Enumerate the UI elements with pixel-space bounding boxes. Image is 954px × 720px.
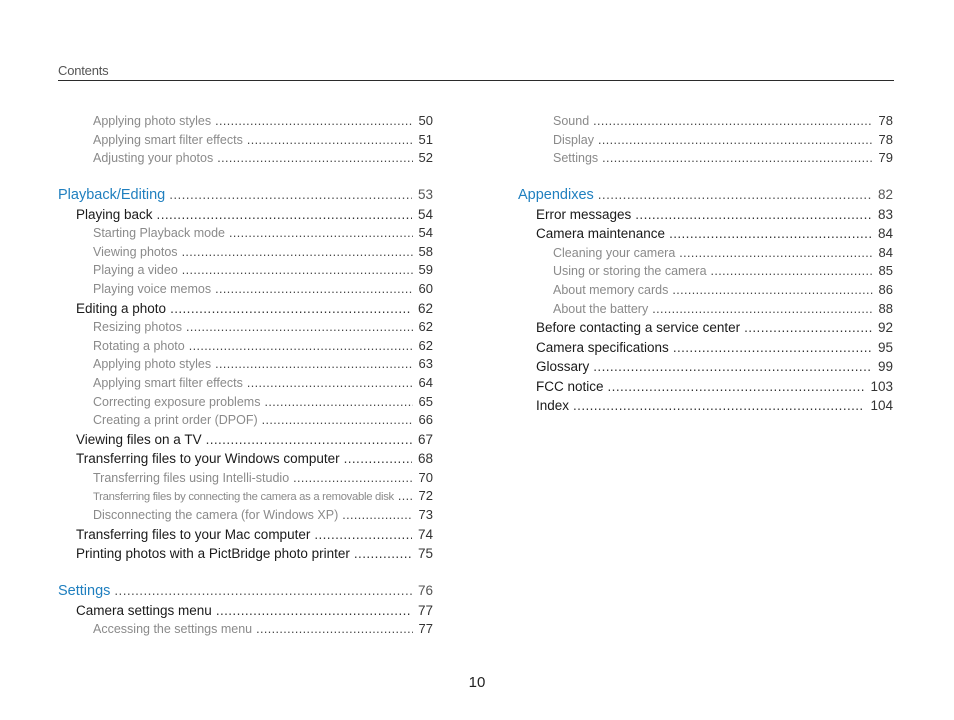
toc-entry-title: Applying smart filter effects [93,132,243,147]
toc-entry-page: 54 [417,206,433,222]
toc-entry-page: 67 [417,431,433,447]
toc-entry-page: 75 [417,546,433,561]
toc-entry-page: 99 [877,359,893,375]
toc-entry[interactable] [58,131,433,150]
toc-entry-title: Creating a print order (DPOF) [93,413,258,428]
toc-entry-title: Adjusting your photos [93,151,214,166]
toc-entry-title: Settings [553,151,599,166]
toc-entry[interactable] [58,449,433,469]
toc-entry[interactable] [518,205,893,225]
toc-entry-page: 52 [418,150,433,166]
toc-entry-title: Accessing the settings menu [93,622,253,636]
toc-entry[interactable] [518,131,893,150]
toc-entry-page: 51 [418,131,433,147]
toc-entry[interactable] [58,149,433,168]
toc-entry-page: 53 [417,186,433,202]
toc-entry-title: Appendixes [518,186,594,203]
toc-entry-title: Disconnecting the camera (for Windows XP) [93,507,339,522]
dot-leader [573,396,864,416]
toc-section-heading[interactable] [58,185,433,205]
toc-entry-page: 79 [878,150,893,166]
toc-entry-page: 50 [418,113,433,128]
dot-leader [314,525,412,545]
toc-entry-title: About the battery [553,301,649,316]
toc-entry-title: Applying photo styles [93,357,212,372]
dot-leader [652,300,872,319]
dot-leader [293,469,412,488]
toc-entry-title: FCC notice [536,378,604,394]
dot-leader [217,149,412,168]
toc-entry[interactable] [518,318,893,338]
toc-entry-title: Playing back [76,206,153,222]
toc-entry[interactable] [58,337,433,356]
toc-entry[interactable] [58,355,433,374]
toc-entry-title: Transferring files by connecting the camera as a removable disk [93,491,394,504]
dot-leader [669,224,872,244]
toc-entry[interactable] [58,620,433,639]
toc-entry-page: 72 [418,488,433,504]
toc-entry-title: Using or storing the camera [553,264,707,279]
dot-leader [215,280,412,299]
toc-section-heading[interactable] [58,581,433,601]
toc-entry[interactable] [58,224,433,243]
toc-entry[interactable] [58,299,433,319]
toc-entry-title: Applying smart filter effects [93,375,243,390]
toc-entry-title: Printing photos with a PictBridge photo printer [76,546,350,561]
toc-entry-title: Camera specifications [536,339,669,355]
toc-entry-page: 103 [870,378,893,394]
toc-entry-title: Viewing files on a TV [76,431,202,447]
page-number: 10 [468,674,486,691]
dot-leader [206,430,412,450]
toc-entry-title: Camera settings menu [76,602,212,618]
toc-entry-page: 95 [877,339,893,355]
toc-entry[interactable] [518,338,893,358]
toc-entry-page: 66 [418,412,433,428]
dot-leader [182,261,413,280]
toc-entry-title: Applying photo styles [93,114,212,128]
toc-entry-page: 77 [418,621,433,636]
toc-entry-page: 84 [878,244,893,260]
dot-leader [679,244,872,263]
toc-entry-title: Viewing photos [93,244,178,259]
toc-entry-page: 65 [418,393,433,409]
toc-entry-page: 62 [418,337,433,353]
toc-entry-title: Resizing photos [93,320,182,335]
dot-leader [608,377,865,397]
dot-leader [598,131,873,150]
toc-entry-title: Index [536,398,570,414]
toc-entry-page: 86 [878,281,893,297]
toc-entry-page: 74 [417,526,433,542]
toc-entry-page: 78 [878,131,893,147]
dot-leader [157,205,412,225]
toc-entry-page: 68 [417,451,433,467]
page-header [58,62,894,81]
dot-leader [354,544,412,564]
toc-entry-page: 88 [878,300,893,316]
toc-entry[interactable] [58,525,433,545]
dot-leader [598,185,872,205]
dot-leader [264,393,412,412]
dot-leader [247,374,413,393]
dot-leader [215,112,412,131]
toc-entry-title: Transferring files using Intelli-studio [93,470,290,485]
dot-leader [182,243,413,262]
toc-entry-page: 82 [877,186,893,202]
toc-entry-title: About memory cards [553,282,669,297]
dot-leader [256,620,412,639]
toc-entry-title: Playback/Editing [58,186,166,203]
toc-entry-page: 84 [877,226,893,242]
dot-leader [169,185,412,205]
toc-entry[interactable] [518,149,893,168]
toc-entry-title: Glossary [536,359,590,375]
toc-entry[interactable] [518,281,893,300]
toc-entry-page: 85 [878,263,893,279]
dot-leader [186,318,413,337]
dot-leader [215,355,412,374]
toc-entry-page: 73 [418,506,433,522]
dot-leader [711,262,873,281]
toc-entry-title: Correcting exposure problems [93,394,261,409]
toc-entry-page: 59 [418,262,433,278]
toc-entry-page: 70 [418,469,433,485]
dot-leader [342,506,412,525]
toc-entry[interactable] [518,112,893,131]
toc-entry[interactable] [518,224,893,244]
toc-entry[interactable] [518,244,893,263]
dot-leader [398,487,413,506]
dot-leader [189,337,413,356]
dot-leader [673,338,872,358]
toc-entry-page: 77 [417,602,433,618]
toc-entry[interactable] [58,243,433,262]
toc-entry[interactable] [58,318,433,337]
toc-entry[interactable] [58,430,433,450]
dot-leader [247,131,413,150]
section-spacer [58,564,433,581]
toc-entry[interactable] [58,112,433,131]
toc-entry-title: Editing a photo [76,300,167,316]
toc-entry[interactable] [518,262,893,281]
dot-leader [170,299,412,319]
dot-leader [635,205,872,225]
toc-entry-page: 104 [870,398,893,414]
toc-entry-page: 92 [877,320,893,336]
toc-entry-page: 78 [878,113,893,128]
dot-leader [672,281,872,300]
toc-section-heading[interactable] [518,185,893,205]
toc-entry[interactable] [58,487,433,506]
dot-leader [262,411,413,430]
header-label: Contents [58,63,109,78]
toc-entry[interactable] [518,357,893,377]
toc-entry[interactable] [58,374,433,393]
toc-entry-title: Camera maintenance [536,226,666,242]
dot-leader [114,581,412,601]
toc-entry-page: 58 [418,243,433,259]
toc-entry[interactable] [58,205,433,225]
dot-leader [344,449,412,469]
toc-entry-page: 76 [417,582,433,598]
toc-entry-title: Rotating a photo [93,338,185,353]
toc-entry[interactable] [518,300,893,319]
toc-entry[interactable] [58,280,433,299]
dot-leader [602,149,872,168]
toc-entry-title: Sound [553,114,590,128]
toc-entry[interactable] [58,601,433,621]
dot-leader [229,224,413,243]
dot-leader [744,318,872,338]
toc-entry-title: Cleaning your camera [553,245,676,260]
dot-leader [216,601,412,621]
toc-entry-title: Playing voice memos [93,282,212,297]
toc-entry-title: Error messages [536,206,632,222]
toc-entry[interactable] [58,469,433,488]
toc-entry-title: Display [553,132,594,147]
toc-entry[interactable] [58,261,433,280]
toc-entry-page: 54 [418,225,433,241]
toc-entry[interactable] [58,393,433,412]
toc-entry[interactable] [518,396,893,416]
section-spacer [58,168,433,185]
toc-entry-page: 63 [418,356,433,372]
toc-entry-page: 62 [417,300,433,316]
section-spacer [518,168,893,185]
dot-leader [593,357,872,377]
dot-leader [593,112,872,131]
toc-entry-page: 83 [877,206,893,222]
toc-right-column [518,112,893,416]
toc-entry-title: Starting Playback mode [93,226,226,241]
toc-entry-page: 64 [418,374,433,390]
toc-entry[interactable] [58,411,433,430]
toc-entry-title: Transferring files to your Windows computer [76,451,340,467]
toc-entry-title: Before contacting a service center [536,320,741,336]
toc-entry-title: Playing a video [93,263,178,278]
toc-entry-page: 60 [418,281,433,297]
toc-entry[interactable] [518,377,893,397]
toc-left-column [58,112,433,639]
toc-entry[interactable] [58,506,433,525]
toc-entry[interactable] [58,544,433,564]
toc-entry-title: Settings [58,582,111,599]
toc-entry-page: 62 [418,319,433,335]
toc-entry-title: Transferring files to your Mac computer [76,526,311,542]
